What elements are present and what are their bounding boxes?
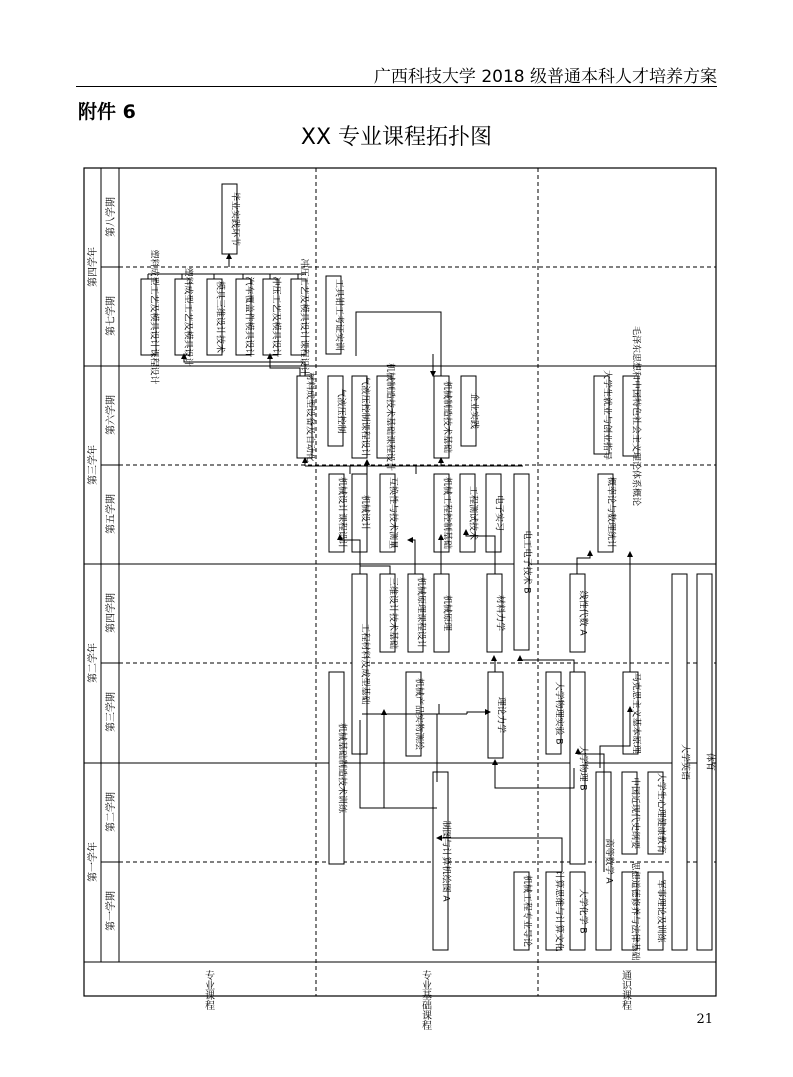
course-box-c-s1-f (648, 872, 668, 950)
course-name: 中国近现代史纲要 (629, 776, 640, 850)
connector (408, 540, 415, 574)
course-name: 三维设计技术基础 (387, 576, 398, 650)
course-box-c-s3-c (488, 672, 508, 758)
course-box-c-s4-b (380, 574, 400, 652)
year-label-2: 第二学年 (88, 643, 99, 683)
course-name: 机械原理课程设计 (415, 576, 426, 650)
course-box-c-s5-d (434, 474, 454, 552)
course-box-c-s6-f (461, 376, 481, 446)
course-box-c-s5-g (514, 474, 534, 650)
course-box-c-s7-d (236, 276, 256, 357)
course-box-c-s6-d (377, 363, 397, 471)
semester-label-7: 第七学期 (106, 296, 117, 336)
course-name: 大学物理 B (577, 745, 588, 791)
course-box-c-s6-a (297, 372, 317, 462)
course-box-c-s3-e (570, 672, 590, 864)
course-box-c-long-a (672, 574, 692, 950)
course-box-c-s4-f (570, 574, 590, 652)
course-name: 气液压控制 (335, 388, 346, 434)
course-name: 理论力学 (495, 696, 506, 734)
course-name: 机械产品实物测绘 (413, 677, 424, 751)
connector (437, 838, 562, 872)
course-box-c-s7-c (207, 279, 227, 355)
course-box-c-s6-g (594, 370, 614, 460)
course-name: 机械工程控制基础 (441, 476, 452, 550)
course-box-c-s3-f (623, 672, 643, 754)
semester-label-3: 第三学期 (106, 692, 117, 732)
course-box-c-s7-e (263, 276, 283, 357)
course-name: 大学生心理健康教育 (655, 772, 666, 854)
connector (416, 466, 523, 474)
course-name: 计算思维与计算文化 (553, 870, 564, 952)
course-name: 大学英语 (679, 743, 690, 781)
course-name: 塑料成型工艺及模具设计课程设计 (148, 249, 159, 385)
course-name: 机械工程专业导论 (521, 874, 532, 948)
course-box-c-long-b (697, 574, 717, 950)
course-box-c-s1-b (546, 870, 566, 951)
semester-label-4: 第四学期 (106, 593, 117, 633)
year-label-4: 第四学年 (88, 247, 99, 287)
semester-label-2: 第二学期 (106, 792, 117, 832)
course-box-c-s4-a (352, 574, 372, 754)
course-name: 电工电子技术 B (521, 530, 532, 594)
connector (467, 712, 490, 714)
connector (495, 760, 574, 788)
course-name: 线性代数 A (577, 590, 588, 636)
course-name: 大学生就业与创业指导 (601, 369, 612, 461)
course-name: 工程测试技术 (467, 485, 478, 541)
course-box-c-s5-f (486, 474, 506, 552)
course-name: 高等数学 A (603, 838, 614, 884)
course-name: 工具钳工考证实训 (333, 278, 344, 352)
course-box-c-s7-g (326, 276, 346, 354)
page-number: 21 (696, 1012, 713, 1027)
course-name: 机械原理 (441, 594, 452, 632)
course-name: 工程材料及成型基础 (359, 623, 370, 705)
course-box-c-s4-c (408, 574, 428, 652)
semester-label-8: 第八学期 (106, 197, 117, 237)
course-box-c-s1-c (570, 872, 590, 950)
connector (360, 720, 437, 808)
course-box-c-s5-e (460, 474, 480, 552)
course-name: 毛泽东思想和中国特色社会主义理论体系概论 (630, 325, 641, 507)
course-box-c-s8-graduation (222, 184, 242, 254)
course-name: 材料力学 (494, 594, 505, 632)
document-title: 广西科技大学 2018 级普通本科人才培养方案 (373, 67, 717, 87)
connector (520, 656, 574, 672)
course-name: 制图与计算机绘图 A (440, 820, 451, 902)
course-name: 体育 (704, 752, 715, 772)
course-name: 冲压工艺及模具设计 (270, 276, 281, 358)
course-box-c-s7-a (141, 249, 161, 384)
course-box-c-s3-a (329, 672, 349, 864)
course-box-c-s2-b (622, 772, 642, 854)
course-box-c-s1-e (622, 861, 642, 960)
course-box-c-s2-a (433, 772, 453, 950)
course-name: 军事理论及训练 (655, 879, 666, 943)
course-box-c-s2-c (648, 772, 668, 854)
course-box-c-s4-d (434, 574, 454, 652)
course-name: 马克思主义基本原理 (630, 672, 641, 754)
course-box-c-s7-f (291, 258, 311, 375)
diagram-title: XX 专业课程拓扑图 (300, 125, 493, 150)
course-name: 冲压工艺及模具设计课程设计 (298, 258, 309, 376)
course-name: 机械制造技术基础课程设计 (384, 362, 395, 472)
category-label-ts: 通识课程 (619, 970, 631, 1010)
course-box-c-s6-c (352, 376, 372, 458)
course-name: 思想道德修养与法律基础 (629, 861, 640, 961)
course-name: 模具三维设计技术 (214, 280, 225, 354)
course-box-c-s6-h (623, 326, 643, 506)
course-name: 机械设计课程设计 (336, 476, 347, 550)
connector (494, 656, 495, 672)
course-name: 机械制造技术基础 (441, 380, 452, 454)
connector (360, 566, 390, 574)
course-name: 机械基础制造技术训练 (336, 722, 347, 814)
course-box-c-s6-b (328, 376, 348, 446)
course-name: 企业实践 (468, 392, 479, 430)
course-box-c-s7-b (175, 267, 195, 366)
category-label-jc: 专业基础课程 (419, 970, 431, 1030)
year-label-1: 第一学年 (88, 842, 99, 882)
category-label-zy: 专业课程 (202, 970, 214, 1010)
course-box-c-s6-e (434, 376, 454, 458)
course-box-c-s1-d (596, 772, 616, 950)
course-name: 电子实习 (493, 494, 504, 532)
course-name: 毕业实践环节 (229, 191, 240, 247)
course-name: 概率论与数理统计 (605, 476, 616, 550)
connector (577, 551, 590, 574)
course-name: 机械设计 (359, 494, 370, 532)
semester-label-5: 第五学期 (106, 494, 117, 534)
course-name: 塑料成型工艺及模具设计 (182, 267, 193, 367)
year-label-3: 第三学年 (88, 445, 99, 485)
semester-label-6: 第六学期 (106, 395, 117, 435)
course-box-c-s1-a (514, 872, 534, 950)
course-name: 材料成型设备及自动化 (304, 371, 315, 463)
semester-label-1: 第一学期 (106, 891, 117, 931)
course-box-c-s5-h (598, 474, 618, 552)
course-name: 汽车覆盖件模具设计 (243, 276, 254, 358)
course-name: 互换性与技术测量 (387, 476, 398, 550)
course-name: 大学化学 B (577, 888, 588, 934)
course-box-c-s4-e (487, 574, 507, 652)
attachment-label: 附件 6 (78, 101, 136, 123)
course-name: 大学物理实验 B (553, 681, 564, 745)
course-name: 气液压控制课程设计 (359, 376, 370, 458)
course-box-c-s5-c (380, 474, 400, 552)
course-box-c-s3-d (546, 672, 566, 754)
